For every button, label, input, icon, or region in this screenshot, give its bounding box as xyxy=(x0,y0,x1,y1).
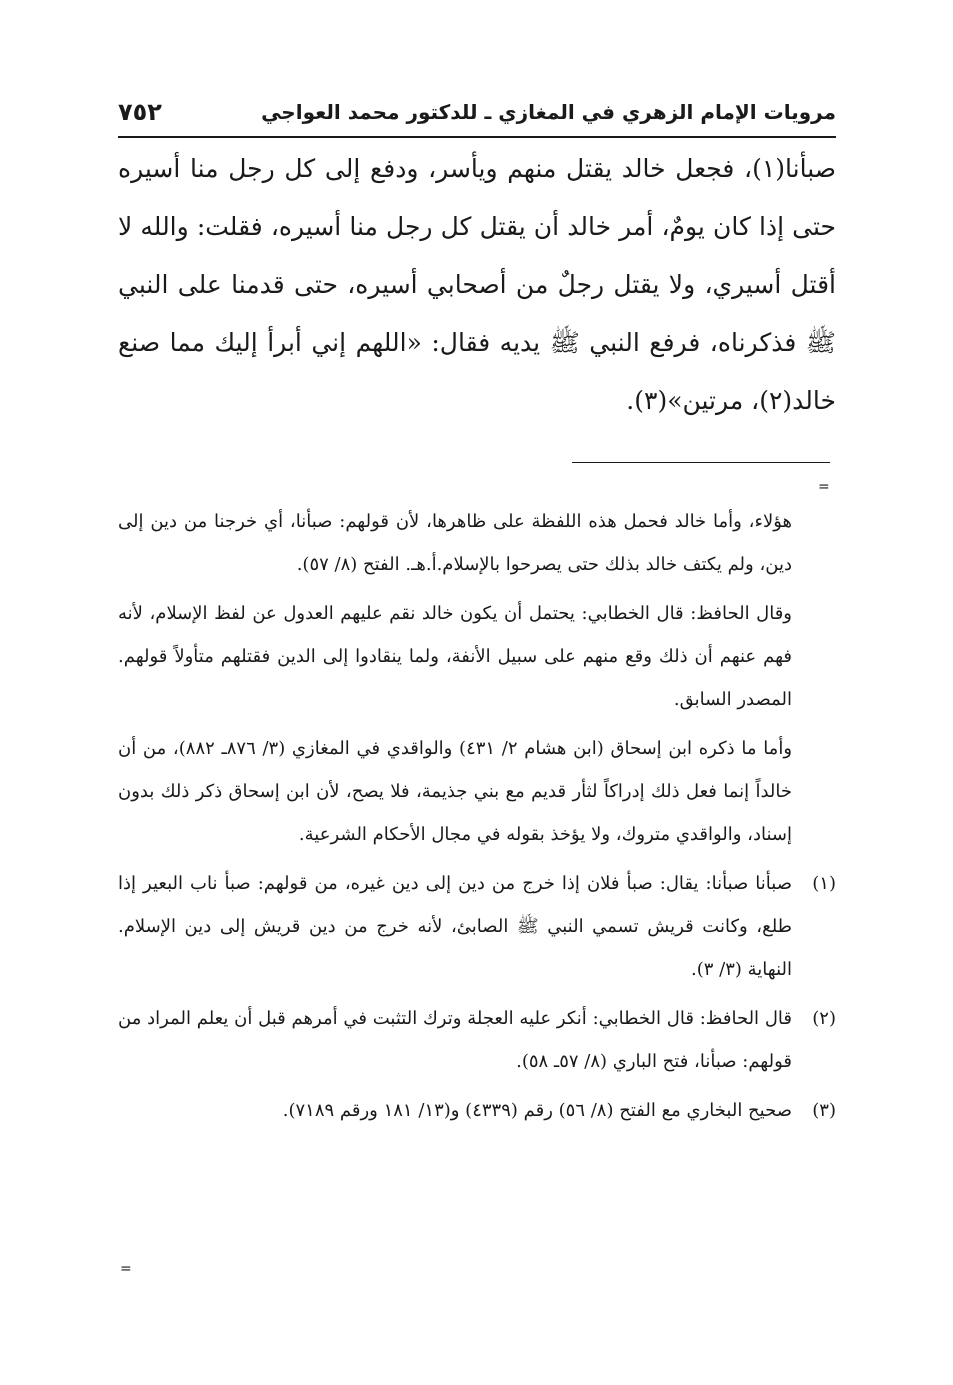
footnote-item xyxy=(118,997,836,1083)
footnote-item xyxy=(118,1089,836,1132)
footnote-continuation-paragraph: وأما ما ذكره ابن إسحاق (ابن هشام ٢/ ٤٣١) والواقدي في المغازي (٣/ ٨٧٦ـ ٨٨٢)، من أن خالداً إنما فعل ذلك إدراكاً لثأر قديم مع بني جذيمة، فلا يصح، لأن ابن إسحاق ذكر ذلك بدون إسناد، والواقدي متروك، ولا يؤخذ بقوله في مجال الأحكام الشرعية. xyxy=(118,738,793,845)
footnote-number: (٣) xyxy=(812,1100,836,1121)
running-header xyxy=(118,96,836,138)
continuation-mark-top: = xyxy=(818,479,830,495)
footnote-number: (٢) xyxy=(812,1008,836,1029)
footnote-text: قال الحافظ: قال الخطابي: أنكر عليه العجلة وترك التثبت في أمرهم قبل أن يعلم المراد من قولهم: صبأنا، فتح الباري (٨/ ٥٧ـ ٥٨). xyxy=(118,1008,792,1072)
footnote-text: صبأنا صبأنا: يقال: صبأ فلان إذا خرج من دين إلى دين غيره، من قولهم: صبأ ناب البعير إذا طلع، وكانت قريش تسمي النبي ﷺ الصابئ، لأنه خرج من دين قريش إلى دين الإسلام. النهاية (٣/ ٣). xyxy=(118,873,792,980)
footnote-continuation-paragraph: هؤلاء، وأما خالد فحمل هذه اللفظة على ظاهرها، لأن قولهم: صبأنا، أي خرجنا من دين إلى دين، ولم يكتف خالد بذلك حتى يصرحوا بالإسلام.أ.هـ. الفتح (٨/ ٥٧). xyxy=(118,511,792,575)
continuation-mark-bottom: = xyxy=(120,1261,132,1277)
footnotes-section xyxy=(118,500,836,1138)
footnote-continuation-paragraph: وقال الحافظ: قال الخطابي: يحتمل أن يكون خالد نقم عليهم العدول عن لفظ الإسلام، لأنه فهم عنهم أن ذلك وقع منهم على سبيل الأنفة، ولما ينقادوا إلى الدين فقتلهم متأولاً قولهم. المصدر السابق. xyxy=(118,603,792,710)
footnote-text: صحيح البخاري مع الفتح (٨/ ٥٦) رقم (٤٣٣٩) و(١٣/ ١٨١ ورقم ٧١٨٩). xyxy=(282,1100,792,1121)
footnote-item xyxy=(118,862,836,991)
page-number: ٧٥٢ xyxy=(118,98,162,126)
footnote-separator xyxy=(572,462,830,463)
main-body xyxy=(118,140,836,430)
footnote-number: (١) xyxy=(812,873,836,894)
main-paragraph: صبأنا(١)، فجعل خالد يقتل منهم ويأسر، ودفع إلى كل رجل منا أسيره حتى إذا كان يومٌ، أمر خالد أن يقتل كل رجل منا أسيره، فقلت: والله لا أقتل أسيري، ولا يقتل رجلٌ من أصحابي أسيره، حتى قدمنا على النبي ﷺ فذكرناه، فرفع النبي ﷺ يديه فقال: «اللهم إني أبرأ إليك مما صنع خالد(٢)، مرتين»(٣). xyxy=(118,154,836,415)
running-header-title: مرويات الإمام الزهري في المغازي ـ للدكتور محمد العواجي xyxy=(261,100,836,124)
